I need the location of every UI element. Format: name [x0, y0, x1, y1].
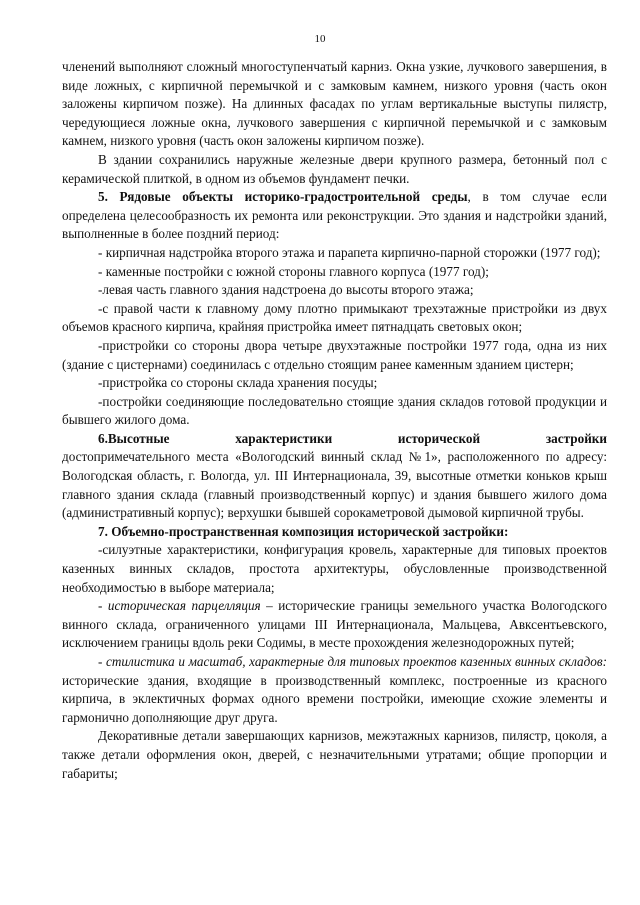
list-item: -пристройки со стороны двора четыре двухэтажные постройки 1977 года, одна из них (здание с цистернами) соединилась с отдельно стоящим ранее каменным зданием цистерн; [62, 337, 607, 372]
section-7-heading: 7. Объемно-пространственная композиция исторической застройки: [98, 523, 509, 539]
list-item: -левая часть главного здания надстроена до высоты второго этажа; [98, 282, 474, 298]
section-5-paragraph [62, 188, 607, 244]
list-item: -пристройка со стороны склада хранения посуды; [98, 375, 378, 391]
paragraph-decorative-details: Декоративные детали завершающих карнизов, межэтажных карнизов, пилястр, цоколя, а также детали оформления окон, дверей, с незначительными утратами; общие пропорции и габариты; [62, 728, 607, 781]
list-item: -постройки соединяющие последовательно стоящие здания складов готовой продукции и бывшего жилого дома. [62, 393, 607, 428]
item-text: исторические здания, входящие в производственный комплекс, построенные из красного кирпича, в эклектичных формах одного времени постройки, имеющие схожие элементы и гармонично дополняющие друг друга. [62, 672, 607, 725]
page-number: 10 [314, 33, 326, 45]
section-6-heading-word: застройки [545, 430, 607, 446]
list-item: -с правой части к главному дому плотно примыкают трехэтажные пристройки из двух объемов красного кирпича, крайняя пристройка имеет пятнадцать световых окон; [62, 300, 607, 335]
paragraph-intro: членений выполняют сложный многоступенчатый карниз. Окна узкие, лучкового завершения, в виде ложных, с кирпичной перемычкой и с замковым камнем, низкого уровня (часть окон заложены кирпичом позже). На длинных фасадах по углам вертикальные выступы пилястр, чередующиеся ложные окна, лучкового завершения с кирпичной перемычкой и с замковым камнем, низкого уровня (часть окон заложены кирпичом позже). [62, 59, 607, 149]
section-6-heading-word: исторической [397, 430, 481, 446]
section-7-item-parcellation [62, 597, 607, 653]
item-term: стилистика и масштаб, характерные для типовых проектов казенных винных складов: [106, 654, 607, 669]
list-item: - каменные постройки с южной стороны главного корпуса (1977 год); [98, 263, 489, 279]
document-body [62, 58, 607, 783]
section-5-heading: 5. Рядовые объекты историко-градостроительной среды [98, 189, 468, 205]
item-prefix: - [98, 654, 106, 669]
section-6-heading [62, 430, 607, 449]
item-term: историческая парцелляция [107, 598, 261, 614]
section-7-item-style [62, 653, 607, 727]
item-prefix: - [98, 598, 108, 614]
list-item: - кирпичная надстройка второго этажа и парапета кирпично-парной сторожки (1977 год); [98, 244, 601, 260]
section-6-heading-word: характеристики [235, 430, 333, 446]
item-text: – исторические границы земельного участка Вологодского винного склада, ограниченного улицами III Интернационала, Мальцева, Авксентьевского, исключением границы вдоль реки Содимы, в месте прохождения железнодорожных путей; [62, 598, 607, 651]
section-6-heading-word: 6.Высотные [98, 430, 170, 446]
section-7-item-silhouette: -силуэтные характеристики, конфигурация кровель, характерные для типовых проектов казенных винных складов, простота архитектуры, обусловленные производственной необходимостью в выборе материала; [62, 542, 607, 595]
section-6-text: достопримечательного места «Вологодский винный склад №1», расположенного по адресу: Вологодская область, г. Вологда, ул. III Интернационала, 39, высотные отметки коньков крыш главного здания склада (главный производственный корпус) и здания бывшего жилого дома (административный корпус); верхушки бывшей сорокаметровой дымовой кирпичной трубы. [62, 449, 607, 521]
paragraph-doors: В здании сохранились наружные железные двери крупного размера, бетонный пол с керамической плиткой, в одном из объемов фундамент печки. [62, 151, 607, 186]
section-5-text: , в том случае если определена целесообразность их ремонта или реконструкции. Это здания и надстройки зданий, выполненные в более поздний период: [62, 189, 607, 242]
